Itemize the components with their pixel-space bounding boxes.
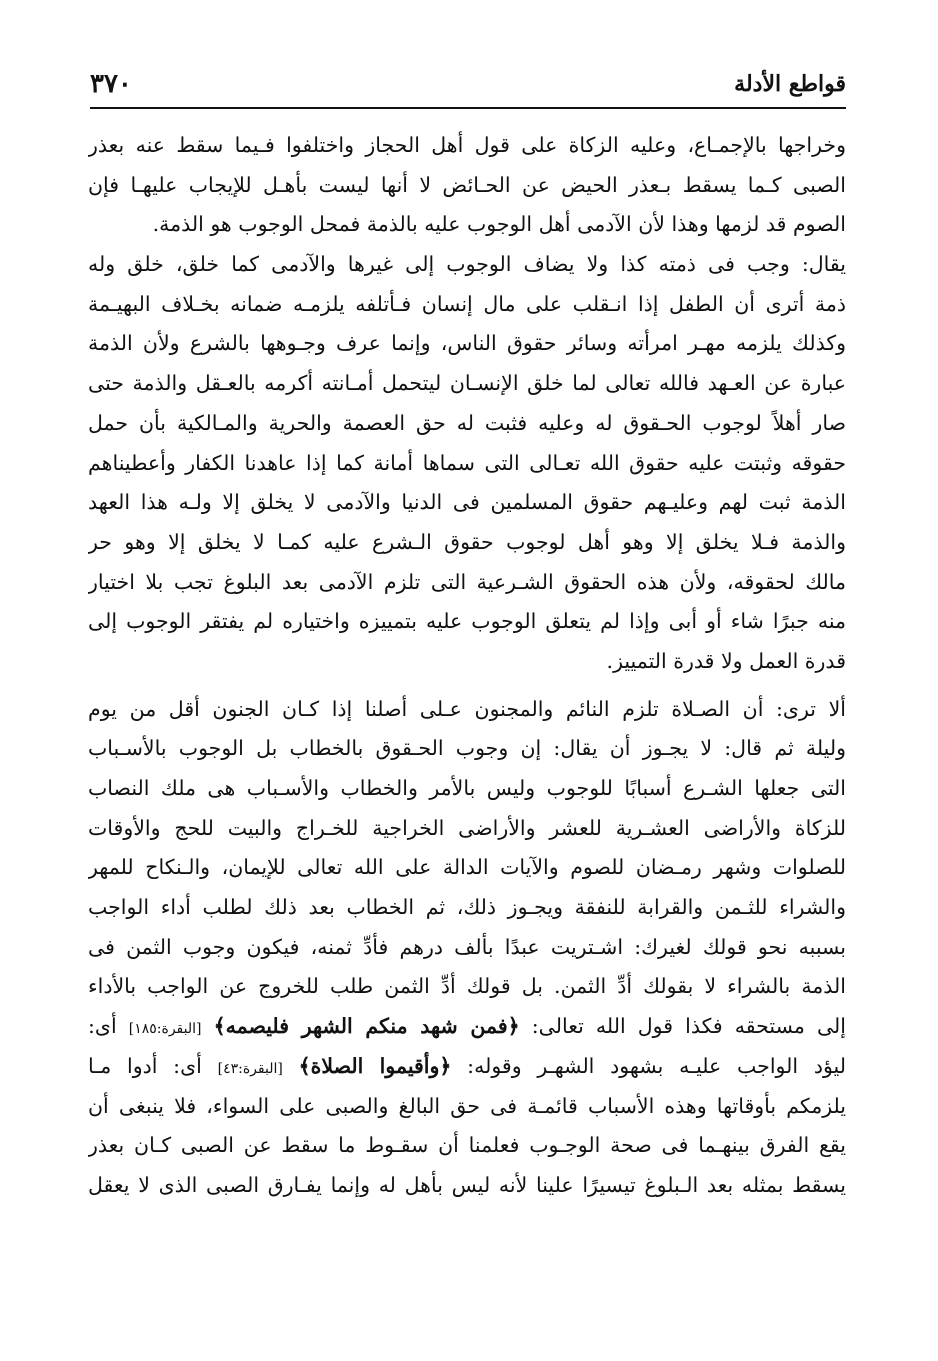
text-line: يسقط بمثله بعد الـبلوغ تيسيرًا علينا لأنه ليس بأهل له وإنما يفـارق الصبى الذى لا يعقل: [88, 1172, 846, 1197]
text-line: صار أهلاً لوجوب الحـقوق له وعليه فثبت له حق العصمة والحرية والمـالكية بأن حمل: [88, 410, 846, 435]
text-line: حقوقه وثبتت عليه حقوق الله تعـالى التى سماها أمانة كما إذا عاهدنا الكفار وأعطيناهم: [88, 450, 846, 475]
verse-line-1: [88, 1007, 846, 1047]
body-text: [88, 126, 846, 1206]
quran-verse: ﴿فمن شهد منكم الشهر فليصمه﴾: [213, 1014, 520, 1039]
text-line: الصبى كـما يسقط بـعذر الحيض عن الحـائض لا أنها ليست بأهـل للإيجاب عليهـا فإن: [88, 172, 846, 197]
text-segment: ليؤد الواجب عليـه بشهود الشهـر وقوله:: [451, 1053, 846, 1078]
paragraph-3: [88, 690, 846, 1206]
paragraph-2: [88, 245, 846, 682]
running-title: قواطع الأدلة: [734, 71, 846, 97]
text-segment: أى: أدوا مـا: [88, 1053, 218, 1078]
text-line: الذمة بالشراء لا بقولك أدِّ الثمن. بل قولك أدِّ الثمن طلب للخروج عن الواجب بالأداء: [88, 974, 846, 999]
page-header: [90, 66, 846, 102]
text-line: ذمة أترى أن الطفل إذا انـقلب على مال إنسان فـأتلفه يلزمـه ضمانه بخـلاف البهيـمة: [88, 291, 846, 316]
verse-reference: [البقرة:٤٣]: [217, 1060, 283, 1077]
text-line: للصلوات وشهر رمـضان للصوم والآيات الدالة على الله تعالى للإيمان، والـنكاح للمهر: [88, 855, 846, 880]
text-line: منه جبرًا شاء أو أبى وإذا لم يتعلق الوجوب عليه بتمييزه واختياره لم يفتقر الوجوب إلى: [88, 609, 846, 634]
verse-reference: [البقرة:١٨٥]: [128, 1021, 202, 1038]
header-rule: [90, 107, 846, 109]
text-line: للزكاة والأراضى العشـرية للعشر والأراضى الخراجية للخـراج والبيت للحج والأوقات: [88, 815, 846, 840]
text-line: ألا ترى: أن الصـلاة تلزم النائم والمجنون عـلى أصلنا إذا كـان الجنون أقل من يوم: [88, 696, 846, 721]
text-line: عبارة عن العـهد فالله تعالى لما خلق الإنسـان ليتحمل أمـانته أكرمه بالعـقل والذمة حتى: [88, 371, 846, 396]
text-line: والذمة فـلا يخلق إلا وهو أهل لوجوب حقوق الـشرع عليه كمـا لا يخلق إلا وهو حر: [88, 529, 846, 554]
text-line: قدرة العمل ولا قدرة التمييز.: [606, 648, 846, 673]
text-line: وخراجها بالإجمـاع، وعليه الزكاة على قول أهل الحجاز واختلفوا فـيما سقط عنه بعذر: [88, 133, 846, 157]
text-segment: أى:: [88, 1014, 129, 1039]
text-line: يقال: وجب فى ذمته كذا ولا يضاف الوجوب إلى غيرها والآدمى كما خلق، خلق وله: [88, 252, 846, 277]
paragraph-1: [88, 126, 846, 245]
text-line: وليلة ثم قال: لا يجـوز أن يقال: إن وجوب الحـقوق بالخطاب بل الوجوب بالأسـباب: [88, 736, 846, 761]
text-line: الذمة ثبت لهم وعليـهم حقوق المسلمين فى الدنيا والآدمى لا يخلق إلا ولـه هذا العهد: [88, 490, 846, 515]
verse-line-2: [88, 1047, 846, 1087]
text-line: يلزمكم بأوقاتها وهذه الأسباب قائمـة فى حق البالغ والصبى على السواء، فلا ينبغى أن: [88, 1093, 846, 1118]
text-line: بسببه نحو قولك لغيرك: اشـتريت عبدًا بألف درهم فأدِّ ثمنه، فيكون وجوب الثمن فى: [88, 934, 846, 959]
page-number: ٣٧٠: [90, 69, 132, 99]
paragraph-gap: [88, 682, 846, 690]
quran-verse: ﴿وأقيموا الصلاة﴾: [298, 1053, 452, 1078]
text-line: يقع الفرق بينهـما فى صحة الوجـوب فعلمنا أن سقـوط ما سقط عن الصبى كـان بعذر: [88, 1133, 846, 1158]
text-line: وكذلك يلزمه مهـر امرأته وسائر حقوق الناس، وإنما عرف وجـوهها بالشرع ولأن الذمة: [88, 331, 846, 356]
text-line: والشراء للثـمن والقرابة للنفقة ويجـوز ذلك، ثم الخطاب بعد ذلك لطلب أداء الواجب: [88, 895, 846, 920]
text-segment: إلى مستحقه فكذا قول الله تعالى:: [519, 1014, 846, 1039]
text-line: مالك لحقوقه، ولأن هذه الحقوق الشـرعية التى تلزم الآدمى بعد البلوغ تجب بلا اختيار: [88, 569, 846, 594]
text-line: التى جعلها الشـرع أسبابًا للوجوب وليس بالأمر والخطاب والأسـباب هى ملك النصاب: [88, 776, 846, 800]
text-line: الصوم قد لزمها وهذا لأن الآدمى أهل الوجوب عليه بالذمة فمحل الوجوب هو الذمة.: [152, 212, 846, 237]
